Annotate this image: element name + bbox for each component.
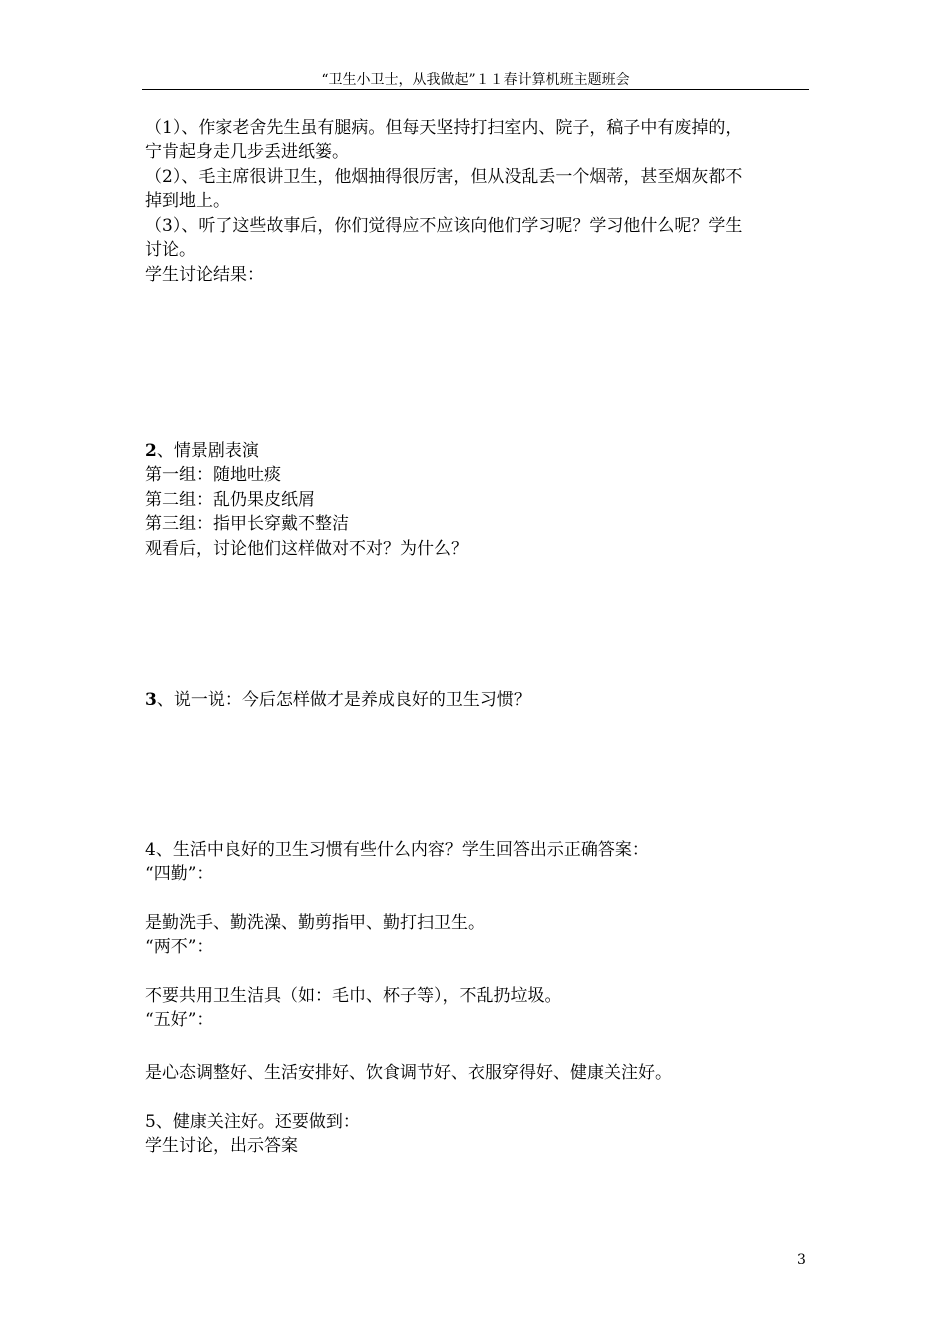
section-3-title: 、说一说：今后怎样做才是养成良好的卫生习惯？ (156, 690, 531, 710)
section-2-title: 、情景剧表演 (156, 441, 259, 461)
story-item-1-line-2: 宁肯起身走几步丢进纸篓。 (145, 142, 349, 162)
story-item-2-line-2: 掉到地上。 (145, 191, 230, 211)
skit-group-2: 第二组：乱仍果皮纸屑 (145, 490, 315, 510)
page-number: 3 (797, 1252, 806, 1268)
section-3-number: 3 (145, 690, 157, 710)
five-good-label: “五好”： (145, 1010, 214, 1030)
four-diligent-text: 是勤洗手、勤洗澡、勤剪指甲、勤打扫卫生。 (145, 913, 485, 933)
section-2-heading (145, 439, 259, 463)
story-item-1-line-1: （1）、作家老舍先生虽有腿病。但每天坚持打扫室内、院子，稿子中有废掉的， (145, 118, 743, 138)
story-item-3-line-2: 讨论。 (145, 240, 196, 260)
section-2-number: 2 (145, 441, 157, 461)
five-good-text: 是心态调整好、生活安排好、饮食调节好、衣服穿得好、健康关注好。 (145, 1063, 672, 1083)
header-rule (142, 89, 809, 90)
two-not-text: 不要共用卫生洁具（如：毛巾、杯子等），不乱扔垃圾。 (145, 986, 562, 1006)
skit-question: 观看后，讨论他们这样做对不对？为什么？ (145, 539, 468, 559)
section-3-heading (145, 688, 531, 712)
story-item-3-line-1: （3）、听了这些故事后，你们觉得应不应该向他们学习呢？学习他什么呢？学生 (145, 216, 743, 236)
section-5-heading: 5、健康关注好。还要做到： (145, 1112, 360, 1132)
two-not-label: “两不”： (145, 937, 214, 957)
skit-group-1: 第一组：随地吐痰 (145, 465, 281, 485)
four-diligent-label: “四勤”： (145, 864, 214, 884)
discussion-result-label: 学生讨论结果： (145, 265, 264, 285)
section-4-heading: 4、生活中良好的卫生习惯有些什么内容？学生回答出示正确答案： (145, 840, 649, 860)
page-header: “卫生小卫士，从我做起”１１春计算机班主题班会 (321, 72, 630, 88)
skit-group-3: 第三组：指甲长穿戴不整洁 (145, 514, 349, 534)
section-5-discussion: 学生讨论，出示答案 (145, 1136, 298, 1156)
story-item-2-line-1: （2）、毛主席很讲卫生，他烟抽得很厉害，但从没乱丢一个烟蒂，甚至烟灰都不 (145, 167, 743, 187)
